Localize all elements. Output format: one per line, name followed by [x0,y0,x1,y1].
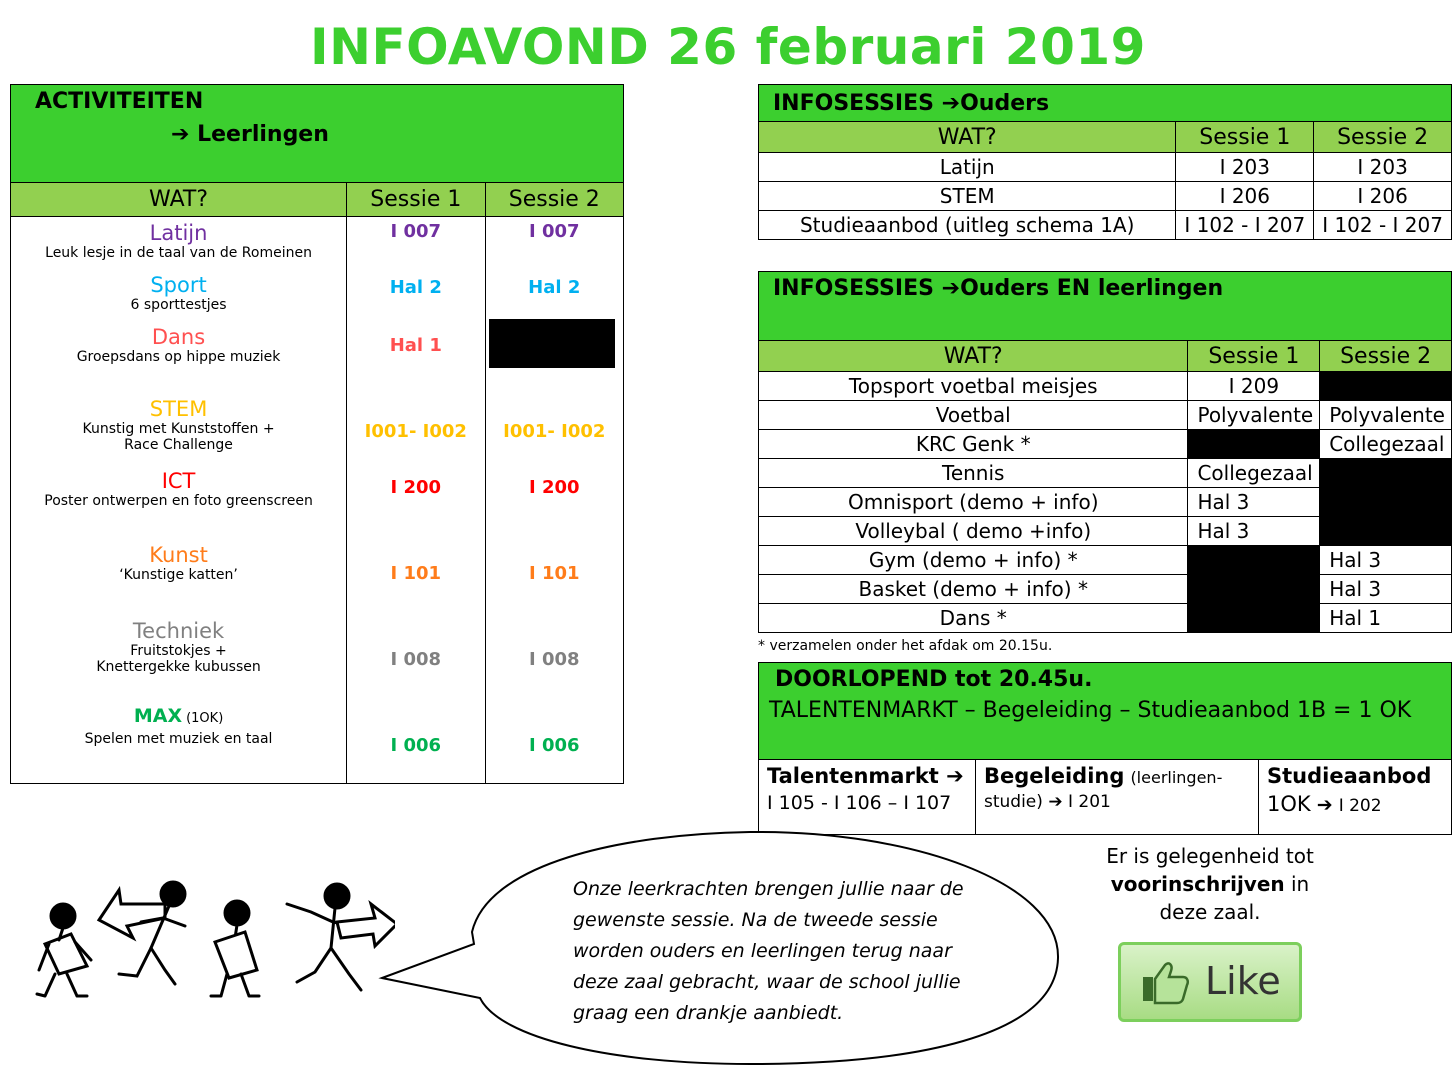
cell-wat: Topsport voetbal meisjes [759,372,1188,401]
col-sessie-2: Sessie 2 [1320,341,1452,372]
talentenmarkt-cell: Talentenmarkt ➔ I 105 - I 106 – I 107 [759,760,976,835]
activity-room-s2: I 101 [528,563,580,584]
arrow-right-icon: ➔ [941,276,961,301]
table-row [759,211,1452,240]
cell-s1: Hal 3 [1188,517,1320,546]
cell-s2-blocked [1320,372,1452,401]
cell-s2: I 102 - I 207 [1314,211,1452,240]
cell-wat: Voetbal [759,401,1188,430]
activity-s1-col [347,217,485,784]
begeleiding-cell: Begeleiding (leerlingen- studie) ➔ I 201 [976,760,1259,835]
activity-room-s1: I 007 [390,221,442,242]
cell-s1: Polyvalente [1188,401,1320,430]
activity-room-s1: Hal 1 [389,335,442,356]
activity-item [11,273,346,313]
activities-header [11,85,624,183]
col-wat: WAT? [11,183,347,217]
activity-name: Dans [151,325,206,349]
activity-s2-col [485,217,623,784]
table-row [759,182,1452,211]
table-row [759,459,1452,488]
arrow-right-icon: ➔ [941,90,961,116]
page-title: INFOAVOND 26 februari 2019 [310,18,1146,76]
activity-name: Techniek [132,619,225,643]
activity-description: Groepsdans op hippe muziek [76,349,281,365]
table-row [759,575,1452,604]
activity-item [11,397,346,453]
activity-item [11,469,346,509]
ouders-header: INFOSESSIES ➔Ouders [759,85,1452,122]
arrow-right-icon: ➔ [171,122,190,147]
cell-wat: Omnisport (demo + info) [759,488,1188,517]
activity-name: Kunst [149,543,208,567]
cell-s1-blocked [1188,430,1320,459]
activity-room-s1: I 101 [390,563,442,584]
activity-description: ‘Kunstige katten’ [119,567,238,583]
table-row [759,372,1452,401]
table-row [759,401,1452,430]
ouders-leerlingen-table [758,271,1452,633]
activity-name: Sport [150,273,207,297]
cell-s2: Hal 3 [1320,575,1452,604]
activity-description: Leuk lesje in de taal van de Romeinen [45,245,312,261]
doorlopend-title: DOORLOPEND tot 20.45u. [775,667,1093,692]
cell-wat: Basket (demo + info) * [759,575,1188,604]
activity-name: Latijn [149,221,208,245]
activity-room-s2: I 007 [528,221,580,242]
arrow-right-icon: ➔ [946,764,964,788]
blocked-cell [489,319,615,368]
activity-description: Kunstig met Kunststoffen + [82,421,275,437]
doorlopend-header [759,663,1452,760]
activity-room-s1: I 200 [390,477,442,498]
stick-figures-illustration [15,878,395,998]
cell-wat: Volleybal ( demo +info) [759,517,1188,546]
activity-name: ICT [161,469,196,493]
cell-wat: KRC Genk * [759,430,1188,459]
cell-s2: Hal 1 [1320,604,1452,633]
activity-item [11,705,346,747]
arrow-right-icon: ➔ [1048,792,1063,812]
activity-description: Knettergekke kubussen [96,659,261,675]
arrow-right-icon: ➔ [1316,794,1333,816]
col-sessie-2: Sessie 2 [485,183,623,217]
activity-room-s1: I001- I002 [364,421,467,442]
ouders-table [758,84,1452,240]
col-sessie-1: Sessie 1 [1176,122,1314,153]
speech-text: Onze leerkrachten brengen jullie naar de gewenste sessie. Na de tweede sessie worden ouders en leerlingen terug naar deze zaal gebracht, waar de school jullie graag een drankje aanbiedt. [573,878,964,1024]
cell-s1: Collegezaal [1188,459,1320,488]
activities-subtitle: ➔ Leerlingen [171,122,329,147]
table-row [759,430,1452,459]
activity-item [11,325,346,365]
cell-s1: Hal 3 [1188,488,1320,517]
activity-description: 6 sporttestjes [130,297,227,313]
activity-description: Fruitstokjes + [130,643,227,659]
activity-names-col [11,217,347,784]
activity-description: Poster ontwerpen en foto greenscreen [44,493,313,509]
cell-s1: I 206 [1176,182,1314,211]
cell-wat: Latijn [759,153,1176,182]
cell-s2: I 206 [1314,182,1452,211]
activity-room-s2: I 008 [528,649,580,670]
cell-wat: STEM [759,182,1176,211]
cell-wat: Gym (demo + info) * [759,546,1188,575]
table-row [759,153,1452,182]
cell-wat: Tennis [759,459,1188,488]
cell-s2: Collegezaal [1320,430,1452,459]
cell-wat: Dans * [759,604,1188,633]
cell-wat: Studieaanbod (uitleg schema 1A) [759,211,1176,240]
table-row [759,546,1452,575]
cell-s1-blocked [1188,546,1320,633]
cell-s1: I 203 [1176,153,1314,182]
activity-room-s1: Hal 2 [389,277,442,298]
studieaanbod-cell: Studieaanbod 1OK ➔ I 202 [1259,760,1452,835]
footnote: * verzamelen onder het afdak om 20.15u. [758,638,1053,654]
col-sessie-2: Sessie 2 [1314,122,1452,153]
activity-room-s2: I 200 [528,477,580,498]
col-sessie-1: Sessie 1 [347,183,485,217]
doorlopend-table [758,662,1452,835]
activity-room-s1: I 006 [390,735,442,756]
ouders-leerlingen-header: INFOSESSIES ➔Ouders EN leerlingen [759,272,1452,341]
like-button[interactable] [1118,942,1302,1022]
activity-room-s2: I 006 [528,735,580,756]
cell-s2: I 203 [1314,153,1452,182]
doorlopend-subtitle: TALENTENMARKT – Begeleiding – Studieaanbod 1B = 1 OK [769,698,1412,723]
inschrijven-text: Er is gelegenheid tot voorinschrijven in deze zaal. [1106,844,1314,924]
activities-table [10,84,624,784]
cell-s2-blocked [1320,459,1452,546]
activities-title: ACTIVITEITEN [35,89,204,114]
activity-room-s2: Hal 2 [528,277,581,298]
like-label: Like [1205,959,1281,1003]
cell-s1: I 102 - I 207 [1176,211,1314,240]
cell-s2: Polyvalente [1320,401,1452,430]
col-wat: WAT? [759,122,1176,153]
activity-description: Spelen met muziek en taal [84,731,273,747]
activity-item [11,221,346,261]
col-sessie-1: Sessie 1 [1188,341,1320,372]
activity-item [11,619,346,675]
cell-s1: I 209 [1188,372,1320,401]
activity-room-s2: I001- I002 [503,421,606,442]
table-row [759,604,1452,633]
activity-name: MAX (1OK) [133,705,224,727]
col-wat: WAT? [759,341,1188,372]
activity-description: Race Challenge [124,437,233,453]
activity-room-s1: I 008 [390,649,442,670]
activity-name: STEM [149,397,208,421]
thumbs-up-icon [1139,959,1191,1005]
activity-item [11,543,346,583]
cell-s2: Hal 3 [1320,546,1452,575]
